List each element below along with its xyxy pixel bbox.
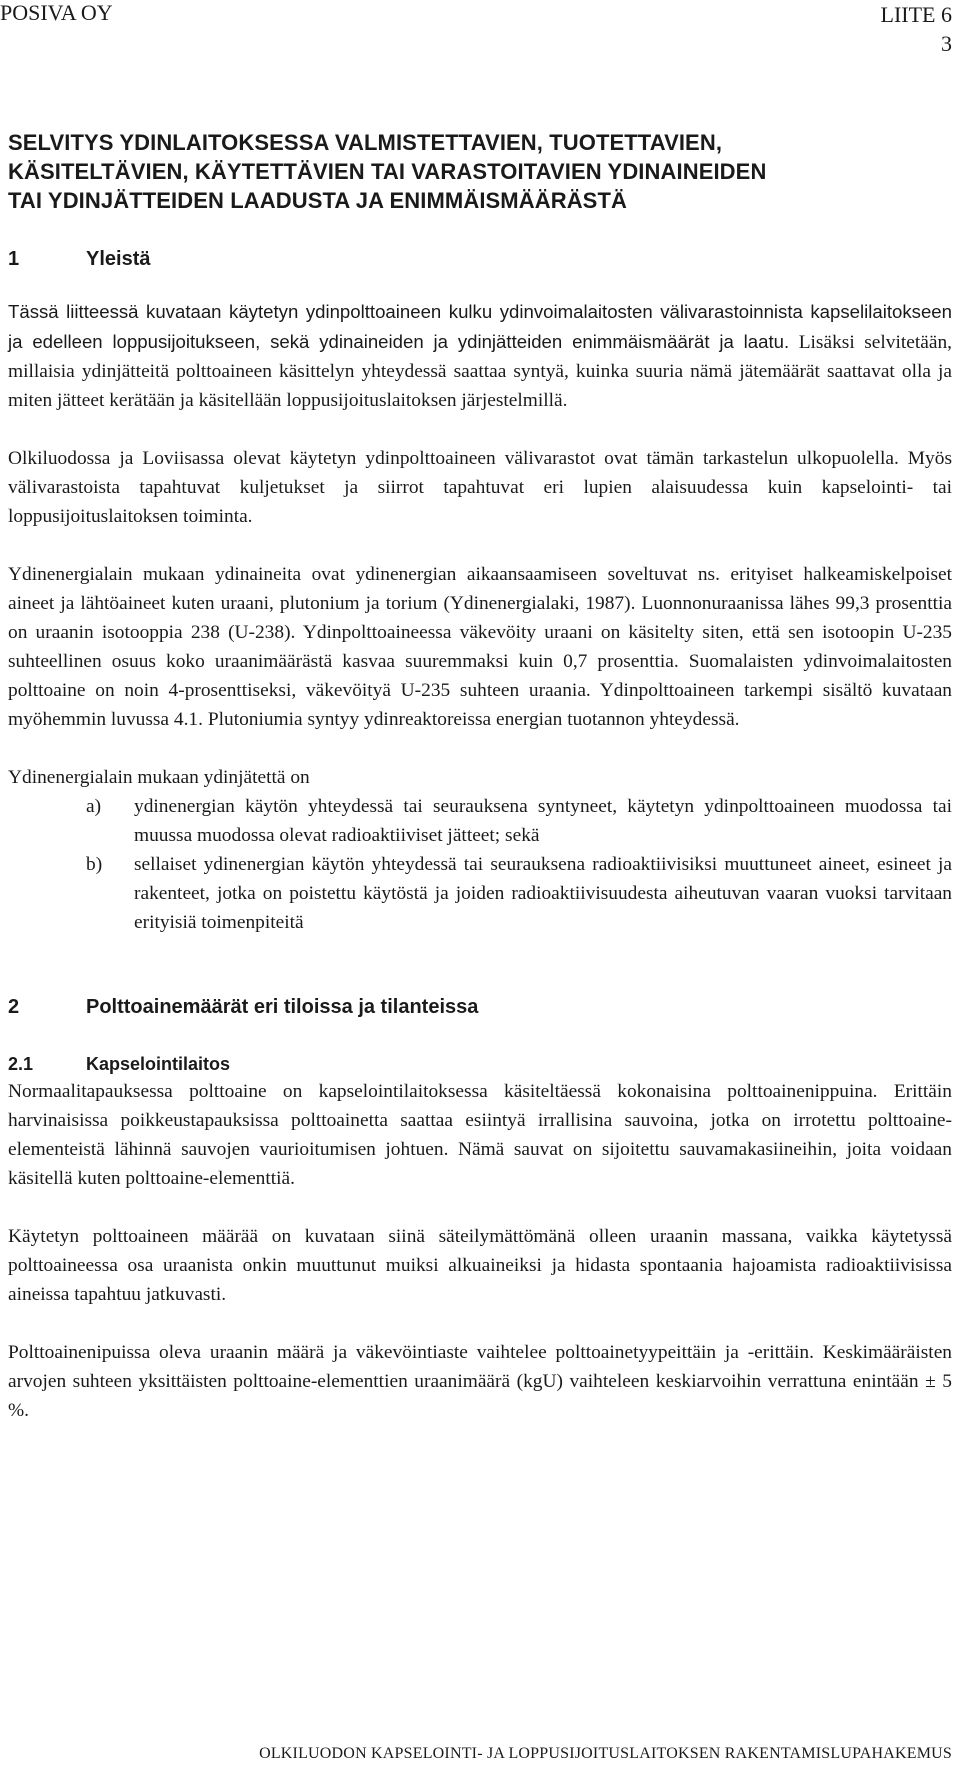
section-title: Polttoainemäärät eri tiloissa ja tilanteissa (86, 996, 479, 1018)
subsection-number: 2.1 (8, 1054, 34, 1074)
paragraph: Ydinenergialain mukaan ydinjätettä on (8, 767, 310, 788)
paragraph (8, 297, 952, 415)
paragraph: Käytetyn polttoaineen määrää on kuvataan siinä säteilymättömänä olleen uraanin massana, vaikka käytetyssä polttoaineessa osa uraanista onkin muuttunut muiksi alkuaineiksi ja hidasta spontaania hajoamista radioaktiivisissa aineissa tapahtuu jatkuvasti. (8, 1226, 952, 1305)
section-title: Yleistä (86, 248, 151, 270)
title-line: SELVITYS YDINLAITOKSESSA VALMISTETTAVIEN, TUOTETTAVIEN, (8, 130, 723, 155)
section-1-heading (8, 245, 952, 273)
page-footer: OLKILUODON KAPSELOINTI- JA LOPPUSIJOITUSLAITOKSEN RAKENTAMISLUPAHAKEMUS (259, 1745, 952, 1762)
subsection-title: Kapselointilaitos (86, 1054, 231, 1074)
title-line: TAI YDINJÄTTEIDEN LAADUSTA JA ENIMMÄISMÄÄRÄSTÄ (8, 188, 627, 213)
list-marker: b) (86, 854, 103, 875)
list-marker: a) (86, 796, 102, 817)
document-body (8, 128, 952, 1425)
section-number: 1 (8, 248, 20, 270)
title-line: KÄSITELTÄVIEN, KÄYTETTÄVIEN TAI VARASTOITAVIEN YDINAINEIDEN (8, 159, 767, 184)
document-title (8, 128, 952, 215)
section-2-heading (8, 993, 952, 1021)
section-number: 2 (8, 996, 20, 1018)
list-item (8, 792, 952, 850)
paragraph: Olkiluodossa ja Loviisassa olevat käytetyn ydinpolttoaineen välivarastot ovat tämän tarkastelun ulkopuolella. Myös välivarastoista tapahtuvat kuljetukset ja siirrot tapahtuvat eri lupien alaisuudessa kuin kapselointi- tai loppusijoituslaitoksen toiminta. (8, 448, 952, 527)
page-header-left: POSIVA OY (0, 0, 113, 25)
subsection-2-1-heading (8, 1051, 952, 1077)
page-number: 3 (941, 31, 952, 56)
page-header-right (881, 0, 952, 58)
paragraph: Ydinenergialain mukaan ydinaineita ovat ydinenergian aikaansaamiseen soveltuvat ns. erityiset halkeamiskelpoiset aineet ja lähtöaineet kuten uraani, plutonium ja torium (Ydinenergialaki, 1987). Luonnonuraanissa lähes 99,3 prosenttia on uraanin isotooppia 238 (U-238). Ydinpolttoaineessa väkevöity uraani on käsitelty siten, että sen isotoopin U-235 suhteellinen osuus koko uraanimäärästä kasvaa suuremmaksi kuin 0,7 prosenttia. Suomalaisten ydinvoimalaitosten polttoaine on noin 4-prosenttiseksi, väkevöityä U-235 suhteen uraania. Ydinpolttoaineen tarkempi sisältö kuvataan myöhemmin luvussa 4.1. Plutoniumia syntyy ydinreaktoreissa energian tuotannon yhteydessä. (8, 564, 952, 730)
paragraph-sans-part: Tässä liitteessä kuvataan käytetyn ydinpolttoaineen kulku ydinvoimalaitosten välivarastoinnista kapselilaitokseen ja edelleen loppusijoitukseen, sekä ydinaineiden ja ydinjätteiden enimmäismäärät ja laatu. (8, 301, 952, 352)
paragraph: Polttoainenipuissa oleva uraanin määrä ja väkevöintiaste vaihtelee polttoainetyypeittäin ja -erittäin. Keskimääräisten arvojen suhteen yksittäisten polttoaine-elementtien uraanimäärä (kgU) vaihteleen keskiarvoihin verrattuna enintään ± 5 %. (8, 1342, 952, 1421)
paragraph: Normaalitapauksessa polttoaine on kapselointilaitoksessa käsiteltäessä kokonaisina polttoainenippuina. Erittäin harvinaisissa poikkeustapauksissa polttoainetta saattaa esiintyä irrallisina sauvoina, jotka on irrotettu polttoaine-elementeistä lähinnä sauvojen vaurioitumisen johtuen. Nämä sauvat on sijoitettu sauvamakasiineihin, joita voidaan käsitellä kuten polttoaine-elementtiä. (8, 1081, 952, 1189)
list-text: sellaiset ydinenergian käytön yhteydessä tai seurauksena radioaktiivisiksi muuttuneet aineet, esineet ja rakenteet, jotka on poistettu käytöstä ja joiden radioaktiivisuudesta aiheutuvan vaaran vuoksi tarvitaan erityisiä toimenpiteitä (134, 854, 952, 933)
paragraph-serif-part: Lisäksi selvitetään, millaisia ydinjätteitä polttoaineen käsittelyn yhteydessä saattaa syntyä, kuinka suuria nämä jätemäärät saattavat olla ja miten jätteet kerätään ja käsitellään loppusijoituslaitoksen järjestelmillä. (8, 332, 952, 411)
list-text: ydinenergian käytön yhteydessä tai seurauksena syntyneet, käytetyn ydinpolttoaineen muodossa tai muussa muodossa olevat radioaktiiviset jätteet; sekä (134, 796, 952, 846)
list-item (8, 850, 952, 937)
appendix-label: LIITE 6 (880, 2, 952, 27)
